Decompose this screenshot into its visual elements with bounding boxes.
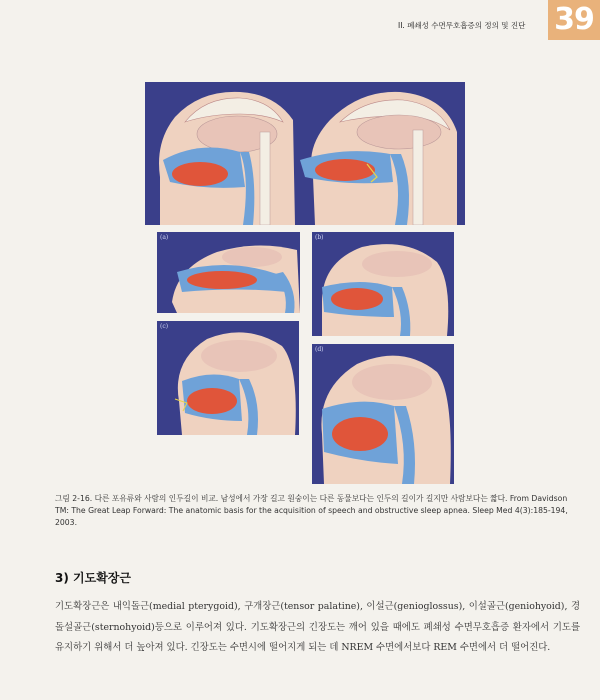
figure-panel-c [157,321,299,435]
running-header: II. 폐쇄성 수면무호흡증의 정의 및 진단 [398,21,526,30]
panel-label-b: (b) [315,234,324,241]
page-number: 39 [548,0,600,40]
panel-label-d: (d) [315,346,324,353]
panel-b-illustration [312,232,454,336]
figure-top-panel [145,82,465,225]
panel-d-illustration [312,344,454,484]
head-left [159,92,295,225]
figure-caption: 그림 2-16. 다른 포유류와 사람의 인두길이 비교. 남성에서 가장 길고 원숭이는 다른 동물보다는 인두의 길이가 길지만 사람보다는 짧다. From Davidson TM: The Great Leap Forward: The anatomic basis for the acquisition of speech and obstructive sleep apnea. Sleep Med 4(3):185-194, 2003. [55,494,568,527]
body-paragraph: 기도확장근은 내익돌근(medial pterygoid), 구개장근(tensor palatine), 이설근(genioglossus), 이설골근(geniohyoid), 경돌설골근(sternohyoid)등으로 이루어져 있다. 기도확장근의 긴장도는 깨어 있을 때에도 폐쇄성 수면무호흡증 환자에서 기도를 유지하기 위해서 더 높아져 있다. 긴장도는 수면시에 떨어지게 되는 데 NREM 수면에서보다 REM 수면에서 더 떨어진다. [55,601,580,653]
figure-panel-a [157,232,300,313]
sagittal-heads-illustration [145,82,465,225]
panel-label-c: (c) [160,323,169,330]
head-right [300,92,457,225]
panel-label-a: (a) [160,234,169,241]
figure-panel-b [312,232,454,336]
figure-panel-d [312,344,454,484]
panel-c-illustration [157,321,299,435]
section-heading: 3) 기도확장근 [55,571,131,585]
panel-a-illustration [157,232,300,313]
